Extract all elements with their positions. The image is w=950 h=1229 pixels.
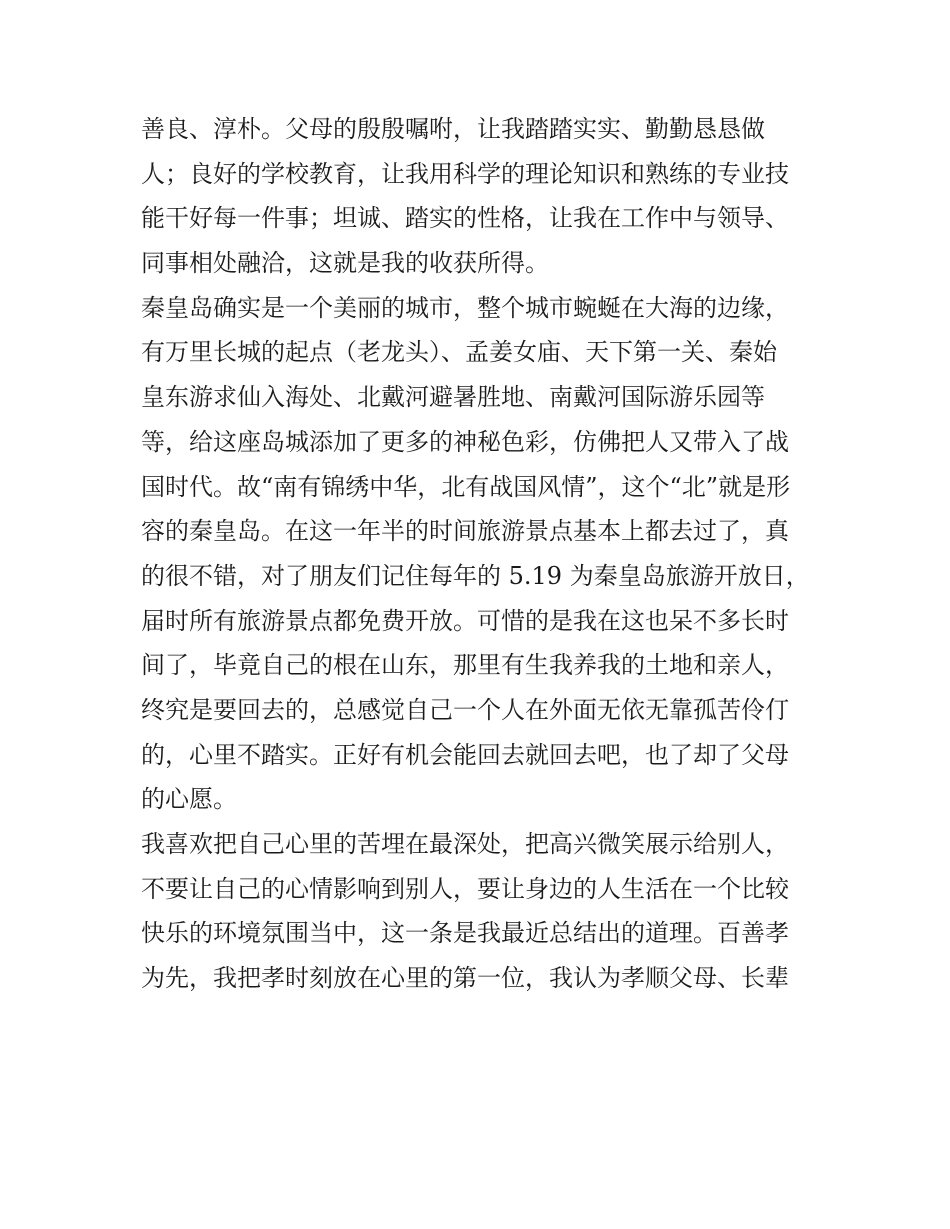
document-body [141, 107, 811, 1001]
text-line: 能干好每一件事；坦诚、踏实的性格，让我在工作中与领导、 [141, 204, 789, 233]
text-line: 人；良好的学校教育，让我用科学的理论知识和熟练的专业技 [141, 159, 789, 188]
text-line: 皇东游求仙入海处、北戴河避暑胜地、南戴河国际游乐园等 [141, 383, 765, 412]
text-line: 为先，我把孝时刻放在心里的第一位，我认为孝顺父母、长辈 [141, 964, 789, 993]
text-line: 的，心里不踏实。正好有机会能回去就回去吧，也了却了父母 [141, 740, 789, 769]
text-line: 的心愿。 [141, 785, 237, 814]
text-line: 的很不错，对了朋友们记住每年的 5.19 为秦皇岛旅游开放日， [141, 561, 810, 590]
text-line: 同事相处融洽，这就是我的收获所得。 [141, 249, 549, 278]
text-line: 我喜欢把自己心里的苦埋在最深处，把高兴微笑展示给别人， [141, 830, 789, 858]
text-line: 不要让自己的心情影响到别人，要让身边的人生活在一个比较 [141, 874, 789, 903]
text-line: 国时代。故“南有锦绣中华，北有战国风情”，这个“北”就是形 [141, 472, 791, 501]
text-line: 届时所有旅游景点都免费开放。可惜的是我在这也呆不多长时 [141, 606, 789, 635]
text-line: 秦皇岛确实是一个美丽的城市，整个城市蜿蜒在大海的边缘， [141, 293, 789, 322]
text-line: 等，给这座岛城添加了更多的神秘色彩，仿佛把人又带入了战 [141, 427, 789, 456]
text-line: 终究是要回去的，总感觉自己一个人在外面无依无靠孤苦伶仃 [141, 695, 789, 724]
text-line: 有万里长城的起点（老龙头）、孟姜女庙、天下第一关、秦始 [141, 338, 777, 367]
text-line: 快乐的环境氛围当中，这一条是我最近总结出的道理。百善孝 [141, 919, 789, 948]
text-line: 容的秦皇岛。在这一年半的时间旅游景点基本上都去过了，真 [141, 517, 789, 546]
text-line: 善良、淳朴。父母的殷殷嘱咐，让我踏踏实实、勤勤恳恳做 [141, 115, 765, 143]
text-line: 间了，毕竟自己的根在山东，那里有生我养我的土地和亲人， [141, 651, 789, 680]
